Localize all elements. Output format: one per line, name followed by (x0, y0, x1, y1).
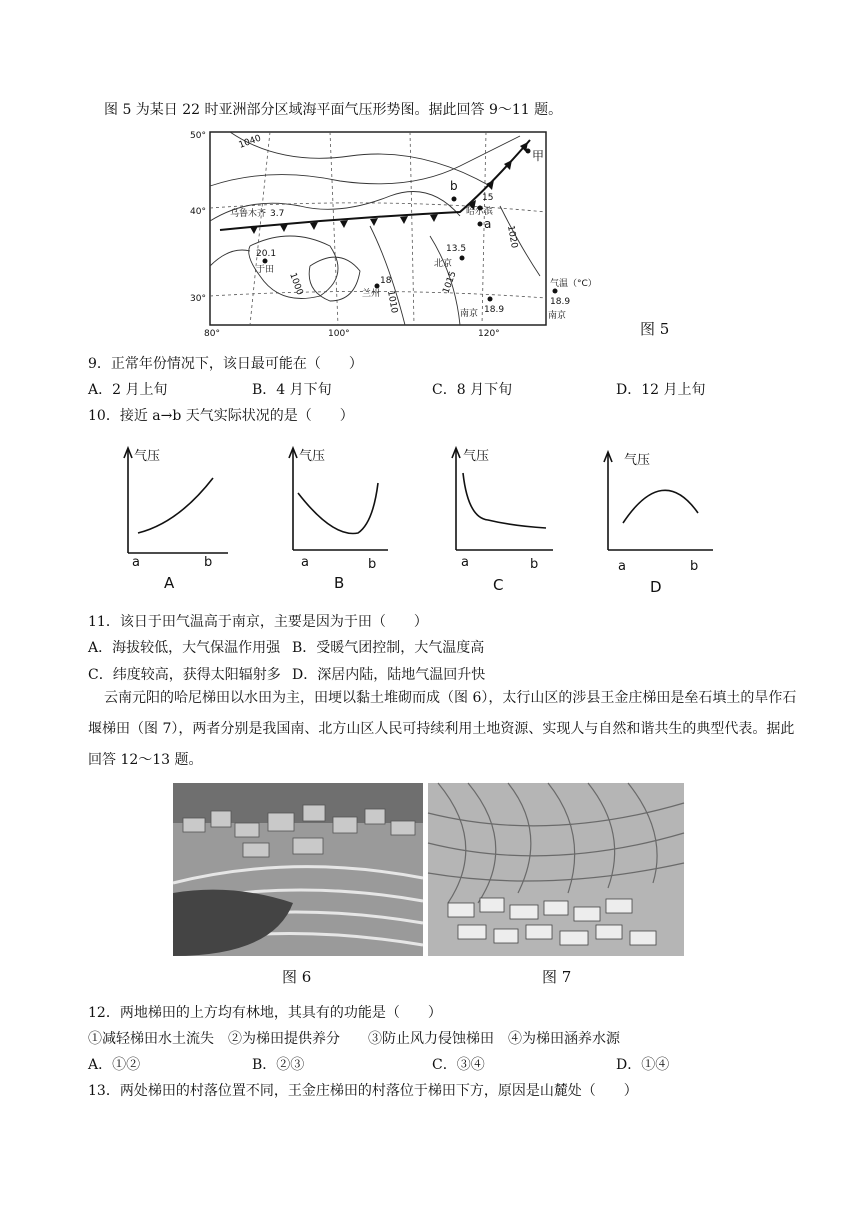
graph-b-ylabel: 气压 (299, 449, 326, 464)
graph-d-xstart: a (618, 559, 626, 574)
q12-option-a[interactable]: A．①② (88, 1057, 141, 1073)
q10-stem: 10．接近 a→b 天气实际状况的是（ ） (88, 408, 354, 424)
graph-c-ylabel: 气压 (463, 449, 490, 464)
q9-option-c[interactable]: C．8 月下旬 (432, 382, 513, 398)
isobar-label: 1020 (505, 224, 519, 250)
q11-stem: 11．该日于田气温高于南京，主要是因为于田（ ） (88, 614, 428, 630)
lat-label: 50° (190, 131, 206, 141)
point-jia: 甲 (532, 149, 545, 163)
graph-c-letter: C (493, 576, 504, 594)
graph-c-xstart: a (461, 555, 469, 570)
lon-label: 80° (204, 329, 220, 339)
q11-option-c[interactable]: C．纬度较高，获得太阳辐射多 (88, 667, 281, 683)
station-name: 乌鲁木齐 (230, 209, 267, 219)
isobar-label: 1010 (385, 289, 399, 315)
q11-option-d[interactable]: D．深居内陆，陆地气温回升快 (292, 667, 486, 683)
map-caption: 图 5 (640, 320, 670, 338)
q9-option-a[interactable]: A．2 月上旬 (88, 382, 168, 398)
isobar-label: 1040 (237, 133, 263, 151)
q10-graphs (118, 438, 718, 598)
station-temp: 18 (380, 276, 392, 286)
fig7-caption: 图 7 (542, 968, 572, 986)
station-temp: 18.9 (484, 305, 505, 315)
graph-a-ylabel: 气压 (134, 449, 161, 464)
station-temp: 3.7 (270, 209, 285, 219)
graph-d-letter: D (650, 578, 662, 596)
intro-q12-13 (88, 683, 798, 776)
isobar-label: 1015 (441, 270, 459, 296)
q12-stem: 12．两地梯田的上方均有林地，其具有的功能是（ ） (88, 1005, 442, 1021)
q12-option-c[interactable]: C．③④ (432, 1057, 485, 1073)
station-name: 北京 (434, 259, 453, 269)
intro-q12-13-text: 云南元阳的哈尼梯田以水田为主，田埂以黏土堆砌而成（图 6），太行山区的涉县王金庄梯田是垒石填土的旱作石堰梯田（图 7），两者分别是我国南、北方山区人民可持续利用土地资源、实现人与自然和谐共生的典型代表。据此回答 12～13 题。 (88, 690, 797, 768)
lat-label: 40° (190, 207, 206, 217)
q11-option-b[interactable]: B．受暖气团控制，大气温度高 (292, 640, 485, 656)
fig6-photo (173, 783, 423, 956)
q9-stem: 9．正常年份情况下，该日最可能在（ ） (88, 356, 363, 372)
graph-a-xstart: a (132, 555, 140, 570)
lon-label: 100° (328, 329, 350, 339)
graph-d-ylabel: 气压 (624, 453, 651, 468)
station-temp: 20.1 (256, 249, 277, 259)
station-temp: 15 (482, 193, 494, 203)
isobar-label: 1000 (287, 271, 305, 297)
station-name: 兰州 (362, 289, 381, 299)
station-name: 哈尔滨 (466, 207, 494, 217)
lon-label: 120° (478, 329, 500, 339)
q9-option-d[interactable]: D．12 月上旬 (616, 382, 706, 398)
graph-a-xend: b (204, 555, 213, 570)
station-name: 南京 (460, 309, 479, 319)
q9-option-b[interactable]: B．4 月下旬 (252, 382, 332, 398)
graph-b-letter: B (334, 574, 345, 592)
point-b: b (450, 179, 458, 193)
q12-option-d[interactable]: D．①④ (616, 1057, 670, 1073)
intro-q9-11: 图 5 为某日 22 时亚洲部分区域海平面气压形势图。据此回答 9～11 题。 (104, 102, 563, 118)
q12-option-b[interactable]: B．②③ (252, 1057, 305, 1073)
fig6-caption: 图 6 (282, 968, 312, 986)
graph-b-xend: b (368, 557, 377, 572)
graph-d-xend: b (690, 559, 699, 574)
pressure-map (190, 126, 597, 341)
lat-label: 30° (190, 294, 206, 304)
graph-c-xend: b (530, 557, 539, 572)
legend-city: 南京 (548, 311, 567, 321)
graph-b-xstart: a (301, 555, 309, 570)
point-a: a (484, 217, 492, 231)
fig7-photo (428, 783, 684, 956)
graph-a-letter: A (164, 574, 175, 592)
station-name: 于田 (256, 265, 275, 275)
legend-value: 18.9 (550, 297, 571, 307)
station-temp: 13.5 (446, 244, 467, 254)
q12-statements: ①减轻梯田水土流失 ②为梯田提供养分 ③防止风力侵蚀梯田 ④为梯田涵养水源 (88, 1031, 620, 1047)
q13-stem: 13．两处梯田的村落位置不同，王金庄梯田的村落位于梯田下方，原因是山麓处（ ） (88, 1083, 638, 1099)
legend-title: 气温（°C） (550, 279, 597, 289)
q11-option-a[interactable]: A．海拔较低，大气保温作用强 (88, 640, 281, 656)
